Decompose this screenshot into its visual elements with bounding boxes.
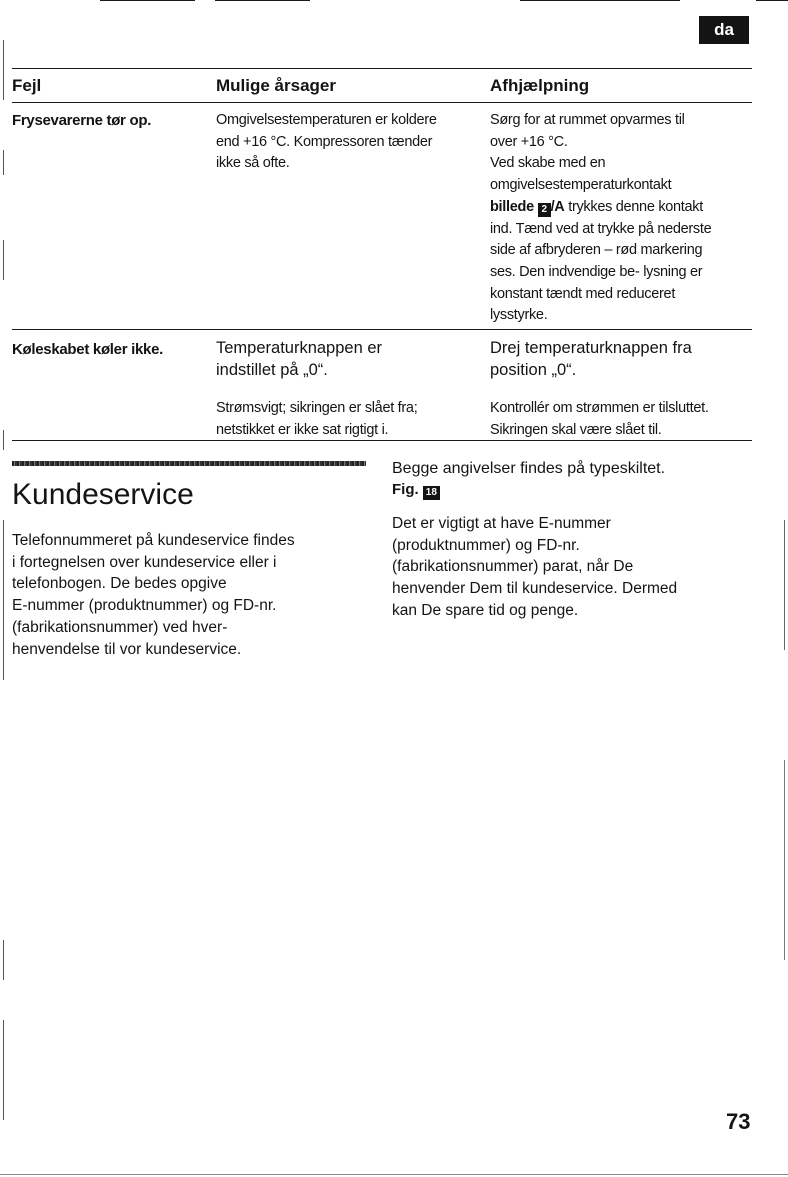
scan-edge-mark [3,1020,4,1120]
figure-number-icon: 18 [423,486,440,500]
paragraph-line: (fabrikationsnummer) ved hver- [12,618,228,636]
top-rule-left [100,0,195,1]
remedy-line: Kontrollér om strømmen er tilsluttet. [490,400,709,416]
table-top-rule [12,68,752,69]
cause-line: Strømsvigt; sikringen er slået fra; [216,400,418,416]
remedy-line: Drej temperaturknappen fra [490,339,692,357]
scan-edge-mark [3,150,4,175]
paragraph-line: Det er vigtigt at have E-nummer [392,515,611,532]
scan-edge-mark [3,40,4,100]
top-rule-mid [215,0,310,1]
paragraph-line: kan De spare tid og penge. [392,601,579,619]
kundeservice-right-paragraph [392,513,762,622]
fault-thawing: Frysevarerne tør op. [12,112,152,129]
table-bottom-rule [12,440,752,441]
remedy-line: ind. Tænd ved at trykke på nederste [490,220,712,237]
scan-edge-mark [3,940,4,980]
figure-ref-word: billede [490,198,534,215]
cause-line: netstikket er ikke sat rigtigt i. [216,421,389,438]
paragraph-line: henvendelse til vor kundeservice. [12,640,242,658]
row-divider [12,329,752,330]
paragraph-line: telefonbogen. De bedes opgive [12,575,227,593]
remedy-line: Ved skabe med en [490,155,606,172]
scan-edge-mark [3,430,4,450]
scan-edge-mark [3,240,4,280]
header-fault: Fejl [12,76,42,95]
section-title: Kundeservice [12,478,194,511]
remedy-line: Sørg for at rummet opvarmes til [490,112,685,128]
remedy-line: konstant tændt med reduceret [490,285,676,302]
header-remedy: Afhjælpning [490,76,590,95]
cause-power-failure [216,398,478,441]
section-bar [12,461,366,466]
remedy-line: Sikringen skal være slået til. [490,421,662,438]
cause-ambient-cold [216,110,478,175]
header-causes: Mulige årsager [216,76,336,95]
figure-reference [392,481,440,500]
scan-edge-mark [3,520,4,680]
remedy-line: side af afbryderen – rød markering [490,242,703,259]
cause-knob-zero [216,338,478,381]
header-bottom-rule [12,102,752,103]
top-rule-right [520,0,680,1]
bottom-rule [0,1174,788,1175]
scan-edge-mark-right [784,760,785,960]
remedy-ref-rest: trykkes denne kontakt [564,198,703,215]
cause-line: ikke så ofte. [216,155,290,172]
fault-not-cooling: Køleskabet køler ikke. [12,341,163,358]
paragraph-line: Telefonnummeret på kundeservice findes [12,532,295,549]
remedy-line: lysstyrke. [490,307,548,324]
page-number: 73 [726,1109,751,1134]
kundeservice-right-intro: Begge angivelser findes på typeskiltet. [392,460,666,477]
cause-line: end +16 °C. Kompressoren tænder [216,133,433,150]
remedy-line: over +16 °C. [490,133,568,150]
paragraph-line: (fabrikationsnummer) parat, når De [392,558,634,576]
remedy-line-with-ref [490,197,752,219]
cause-line: indstillet på „0“. [216,360,328,379]
paragraph-line: i fortegnelsen over kundeservice eller i [12,553,277,571]
remedy-line: ses. Den indvendige be- lysning er [490,263,703,280]
paragraph-line: (produktnummer) og FD-nr. [392,536,580,554]
remedy-knob-zero [490,338,752,381]
cause-line: Omgivelsestemperaturen er koldere [216,112,437,128]
figure-number-icon: 2 [538,203,551,217]
cause-line: Temperaturknappen er [216,339,383,357]
paragraph-line: henvender Dem til kundeservice. Dermed [392,580,678,598]
remedy-line: omgivelsestemperaturkontakt [490,177,672,194]
top-rule-far [756,0,788,1]
remedy-line: position „0“. [490,360,577,379]
kundeservice-left-paragraph [12,530,372,660]
paragraph-line: E-nummer (produktnummer) og FD-nr. [12,597,277,615]
remedy-ambient-cold [490,110,752,327]
scan-edge-mark-right [784,520,785,650]
remedy-power-failure [490,398,760,441]
figure-ref-suffix: /A [550,198,565,215]
figure-label: Fig. [392,481,419,498]
language-badge: da [699,16,749,44]
